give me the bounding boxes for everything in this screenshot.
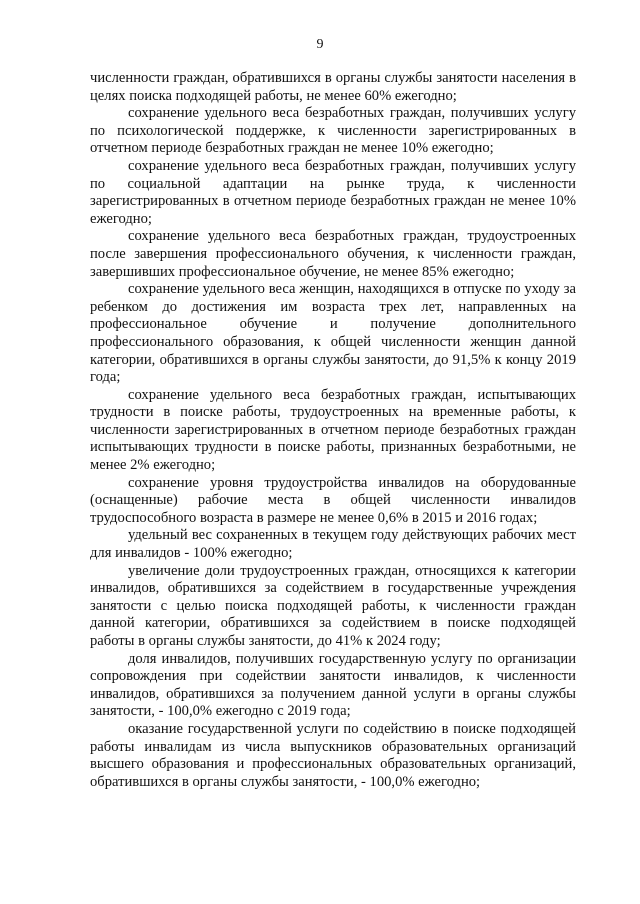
paragraph: сохранение уровня трудоустройства инвалидов на оборудованные (оснащенные) рабочие места в общей численности инвалидов трудоспособного возраста в размере не менее 0,6% в 2015 и 2016 годах; bbox=[90, 474, 576, 526]
paragraph: доля инвалидов, получивших государственную услугу по организации сопровождения при содействии занятости инвалидов, к численности инвалидов, обратившихся за получением данной услуги в органы службы занятости, - 100,0% ежегодно с 2019 года; bbox=[90, 650, 576, 720]
paragraph: оказание государственной услуги по содействию в поиске подходящей работы инвалидам из числа выпускников образовательных организаций высшего образования и профессиональных образовательных организаций, обратившихся в органы службы занятости, - 100,0% ежегодно; bbox=[90, 720, 576, 790]
paragraph: удельный вес сохраненных в текущем году действующих рабочих мест для инвалидов - 100% ежегодно; bbox=[90, 527, 576, 562]
paragraph: сохранение удельного веса безработных граждан, трудоустроенных после завершения профессионального обучения, к численности граждан, завершивших профессиональное обучение, не менее 85% ежегодно; bbox=[90, 228, 576, 280]
document-body bbox=[90, 70, 576, 791]
paragraph: сохранение удельного веса безработных граждан, испытывающих трудности в поиске работы, трудоустроенных на временные работы, к численности зарегистрированных в отчетном периоде безработных граждан испытывающих трудности в поиске работы, признанных безработными, не менее 2% ежегодно; bbox=[90, 386, 576, 474]
page-number: 9 bbox=[316, 37, 324, 52]
paragraph: сохранение удельного веса безработных граждан, получивших услугу по психологической поддержке, к численности зарегистрированных в отчетном периоде безработных граждан не менее 10% ежегодно; bbox=[90, 105, 576, 157]
paragraph: сохранение удельного веса безработных граждан, получивших услугу по социальной адаптации на рынке труда, к численности зарегистрированных в отчетном периоде безработных граждан не менее 10% ежегодно; bbox=[90, 157, 576, 227]
paragraph: численности граждан, обратившихся в органы службы занятости населения в целях поиска подходящей работы, не менее 60% ежегодно; bbox=[90, 70, 576, 104]
paragraph: увеличение доли трудоустроенных граждан, относящихся к категории инвалидов, обратившихся за содействием в государственные учреждения занятости с целью поиска подходящей работы, к численности граждан данной категории, обратившихся за содействием в поиске подходящей работы в органы службы занятости, до 41% к 2024 году; bbox=[90, 562, 576, 649]
paragraph: сохранение удельного веса женщин, находящихся в отпуске по уходу за ребенком до достижения им возраста трех лет, направленных на профессиональное обучение и получение дополнительного профессионального образования, к общей численности женщин данной категории, обратившихся в органы службы занятости, до 91,5% к концу 2019 года; bbox=[90, 281, 576, 386]
